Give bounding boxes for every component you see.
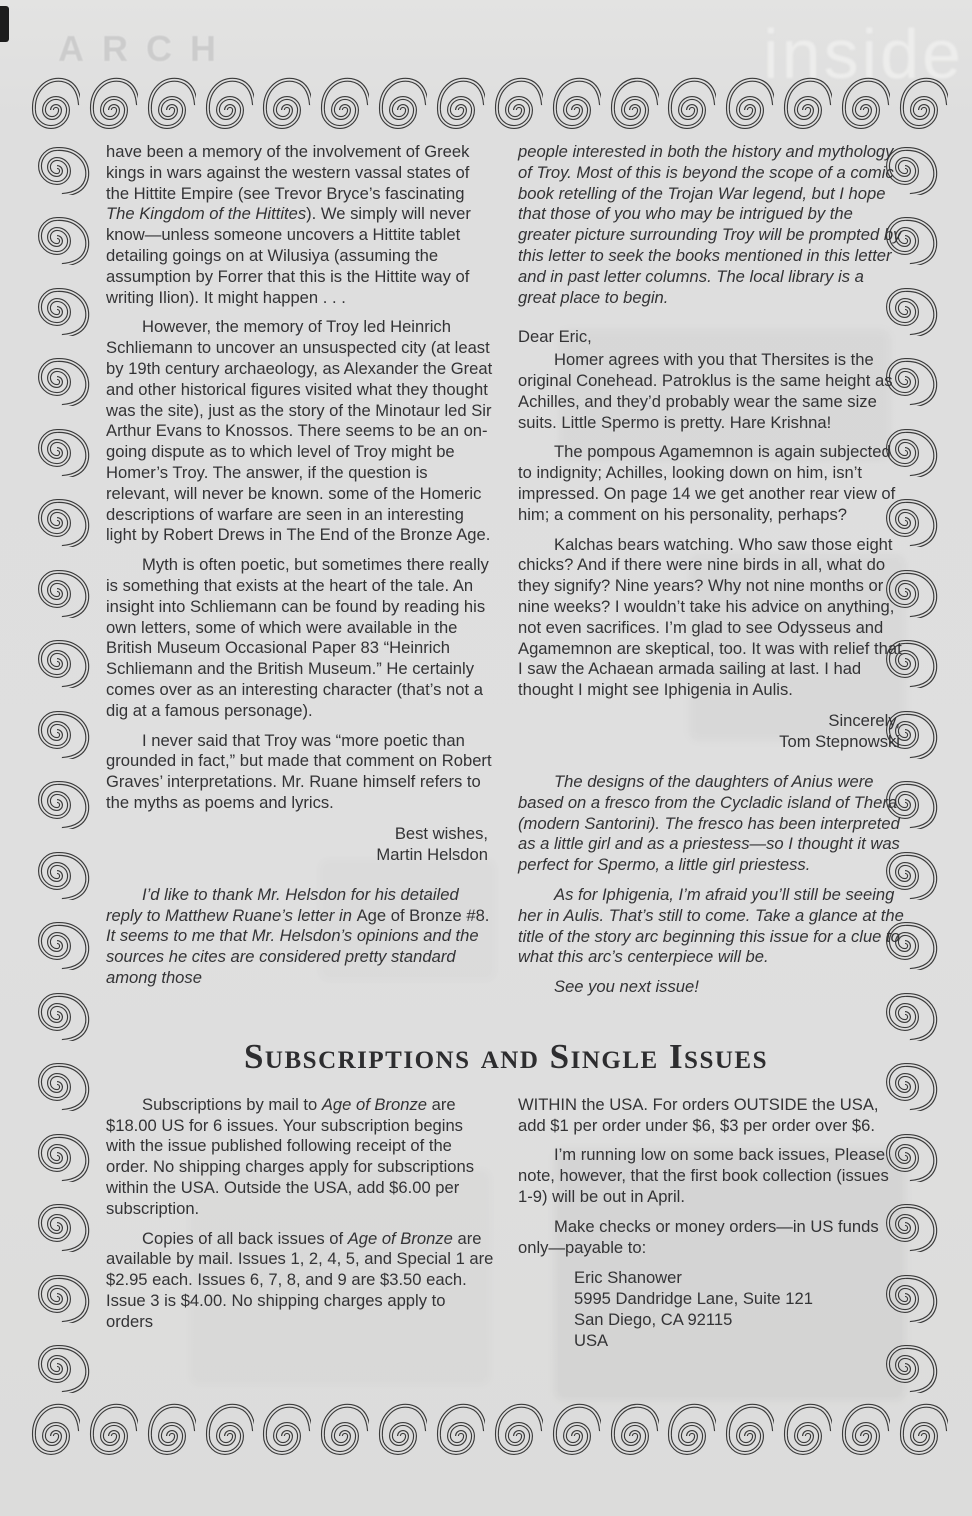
spiral-icon (33, 844, 95, 900)
spiral-icon (255, 72, 311, 134)
spiral-icon (603, 1398, 659, 1460)
paragraph: WITHIN the USA. For orders OUTSIDE the USA, add $1 per order under $6, $3 per order over $6. (518, 1094, 879, 1135)
spiral-icon (313, 1398, 369, 1460)
stepnowski-letter-body (518, 350, 906, 701)
helsdon-signoff (106, 823, 494, 865)
spiral-icon (603, 72, 659, 134)
spiral-icon (33, 1055, 95, 1111)
letter-column-left (106, 142, 494, 1007)
paragraph: Kalchas bears watching. Who saw those eight chicks? And if there were nine birds in all, what do they signify? Nine years? Why not nine months or nine weeks? I wouldn’t take his advice on anything, not even sacrifices. I’m glad to see Odysseus and Agamemnon are skeptical, too. It was with relief that I saw the Achaean armada sailing at last. I had thought I might see Iphigenia in Aulis. (518, 534, 902, 700)
subscription-column-left (106, 1095, 494, 1352)
spiral-icon (33, 1196, 95, 1252)
spiral-icon (198, 1398, 254, 1460)
paragraph: have been a memory of the involvement of Greek kings in wars against the western vassal states of the Hittite Empire (see Trevor Bryce’s fascinating The Kingdom of the Hittites). We simply will never know—unless someone uncovers a Hittite tablet detailing goings on at Wilusiya (assuming the assumption by Forrer that this is the Hittite way of writing Ilion). It might happen . . . (106, 142, 471, 307)
spiral-icon (776, 1398, 832, 1460)
spiral-icon (545, 1398, 601, 1460)
signature-line: Martin Helsdon (376, 844, 488, 864)
spiral-icon (313, 72, 369, 134)
paragraph: Make checks or money orders—in US funds only—payable to: (518, 1216, 879, 1257)
helsdon-letter-body (106, 142, 494, 814)
spiral-icon (140, 72, 196, 134)
spiral-icon (33, 1267, 95, 1323)
editor-reply-left (106, 885, 494, 989)
subscription-column-right (518, 1095, 906, 1352)
spiral-icon (776, 72, 832, 134)
spiral-icon (834, 1398, 890, 1460)
spiral-icon (371, 1398, 427, 1460)
spiral-icon (545, 72, 601, 134)
paragraph: Subscriptions by mail to Age of Bronze are $18.00 US for 6 issues. Your subscription begins with the issue published following receipt of the order. No shipping charges apply for subscriptions within the USA. Outside the USA, add $6.00 per subscription. (106, 1094, 475, 1218)
spiral-icon (82, 1398, 138, 1460)
spiral-icon (33, 1337, 95, 1393)
spiral-border-bottom (24, 1398, 948, 1462)
paragraph: The designs of the daughters of Anius were based on a fresco from the Cycladic island of Thera (modern Santorini). The fresco has been interpreted as a little girl and as a priestess—so I thought it was perfect for Spermo, a little girl priestess. (518, 771, 900, 875)
spiral-icon (255, 1398, 311, 1460)
spiral-icon (33, 914, 95, 970)
paragraph: Copies of all back issues of Age of Bronze are available by mail. Issues 1, 2, 4, 5, and Special 1 are $2.95 each. Issues 6, 7, 8, and 9 are $3.50 each. Issue 3 is $4.00. No shipping charges apply to orders (106, 1228, 494, 1331)
paragraph: I’m running low on some back issues, Please note, however, that the first book collection (issues 1-9) will be out in April. (518, 1145, 889, 1207)
spiral-icon (33, 985, 95, 1041)
ordering-info (518, 1095, 906, 1259)
spiral-icon (718, 72, 774, 134)
paragraph: Homer agrees with you that Thersites is the original Conehead. Patroklus is the same height as Achilles, and they’d probably wear the same size suits. Little Spermo is pretty. Hare Krishna! (518, 350, 893, 432)
spiral-icon (33, 1126, 95, 1182)
spiral-icon (892, 1398, 948, 1460)
paragraph: Myth is often poetic, but sometimes there really is something that exists at the heart of the tale. An insight into Schliemann can be found by reading his own letters, some of which were available in the British Museum Occasional Paper 83 “Heinrich Schliemann and the British Museum.” He certainly comes over as an interesting character (that’s not a dig at a famous personage). (106, 555, 489, 720)
page-content (106, 142, 906, 1351)
spiral-icon (834, 72, 890, 134)
spacer (518, 317, 906, 327)
address-line: San Diego, CA 92115 (574, 1310, 733, 1330)
spiral-icon (487, 72, 543, 134)
spiral-icon (718, 1398, 774, 1460)
signoff-line: Best wishes, (394, 823, 488, 843)
spiral-icon (33, 421, 95, 477)
spiral-icon (33, 632, 95, 688)
spiral-icon (487, 1398, 543, 1460)
letter-column-right (518, 142, 906, 1007)
paragraph: people interested in both the history and mythology of Troy. Most of this is beyond the scope of a comic book retelling of the Trojan War legend, but I hope that those of you who may be intrigued by the greater picture surrounding Troy will be prompted by this letter to seek the books mentioned in this letter and in past letter columns. The local library is a great place to begin. (518, 142, 902, 307)
spiral-icon (198, 72, 254, 134)
spiral-icon (660, 72, 716, 134)
paragraph: However, the memory of Troy led Heinrich Schliemann to uncover an unsuspected city (at least by 19th century archaeology, as Alexander the Great and other historical figures visited what they thought was the site), just as the story of the Minotaur led Sir Arthur Evans to Knossos. There seems to be an on-going dispute as to which level of Troy might be Homer’s Troy. The answer, if the question is relevant, will never be known. some of the Homeric descriptions of warfare are seen in an interesting light by Robert Drews in The End of the Bronze Age. (106, 317, 493, 545)
address-line: Eric Shanower (574, 1268, 682, 1288)
stepnowski-signoff (518, 710, 906, 752)
paragraph: I’d like to thank Mr. Helsdon for his detailed reply to Matthew Ruane’s letter in Age of Bronze #8. It seems to me that Mr. Helsdon’s opinions and the sources he cites are considered pretty standard among those (106, 884, 490, 987)
spiral-icon (24, 72, 80, 134)
spiral-icon (33, 139, 95, 195)
spiral-icon (660, 1398, 716, 1460)
subscription-columns (106, 1095, 906, 1352)
spacer (106, 875, 494, 885)
spiral-icon (429, 72, 485, 134)
address-line: USA (574, 1331, 609, 1351)
letter-columns (106, 142, 906, 1007)
editor-reply-right (518, 772, 906, 998)
subscriptions-heading: Subscriptions and Single Issues (243, 1036, 769, 1076)
ghost-showthrough-text-right: inside (763, 15, 964, 93)
signature-line: Tom Stepnowski (779, 731, 900, 751)
spiral-icon (140, 1398, 196, 1460)
spiral-icon (82, 72, 138, 134)
signoff-line: Sincerely, (828, 710, 900, 730)
paragraph: See you next issue! (554, 977, 699, 997)
paragraph: I never said that Troy was “more poetic than grounded in fact,” but made that comment on Robert Graves’ interpretations. Mr. Ruane himself refers to the myths as poems and lyrics. (106, 730, 492, 812)
spiral-icon (24, 1398, 80, 1460)
spiral-icon (429, 1398, 485, 1460)
ghost-showthrough-text-left: ARCH (58, 28, 234, 69)
spiral-icon (33, 562, 95, 618)
spiral-border-left (32, 136, 96, 1396)
salutation: Dear Eric, (518, 327, 592, 347)
paragraph: The pompous Agamemnon is again subjected to indignity; Achilles, looking down on him, isn’t impressed. On page 14 we get another rear view of him; a comment on his personality, perhaps? (518, 442, 896, 524)
spiral-icon (892, 72, 948, 134)
spiral-icon (371, 72, 427, 134)
spiral-icon (33, 350, 95, 406)
address-line: 5995 Dandridge Lane, Suite 121 (574, 1289, 813, 1309)
spiral-border-top (24, 72, 948, 136)
spiral-icon (33, 773, 95, 829)
paragraph: As for Iphigenia, I’m afraid you’ll still be seeing her in Aulis. That’s still to come. Take a glance at the title of the story arc beginning this issue for a clue to what this arc’s centerpiece will be. (518, 884, 904, 967)
spacer (518, 762, 906, 772)
mailing-address-block (574, 1267, 906, 1351)
scan-artifact-mark (0, 6, 9, 42)
editor-reply-continued (518, 142, 906, 308)
spiral-icon (33, 703, 95, 759)
spiral-icon (33, 491, 95, 547)
spiral-icon (33, 209, 95, 265)
spiral-icon (33, 280, 95, 336)
